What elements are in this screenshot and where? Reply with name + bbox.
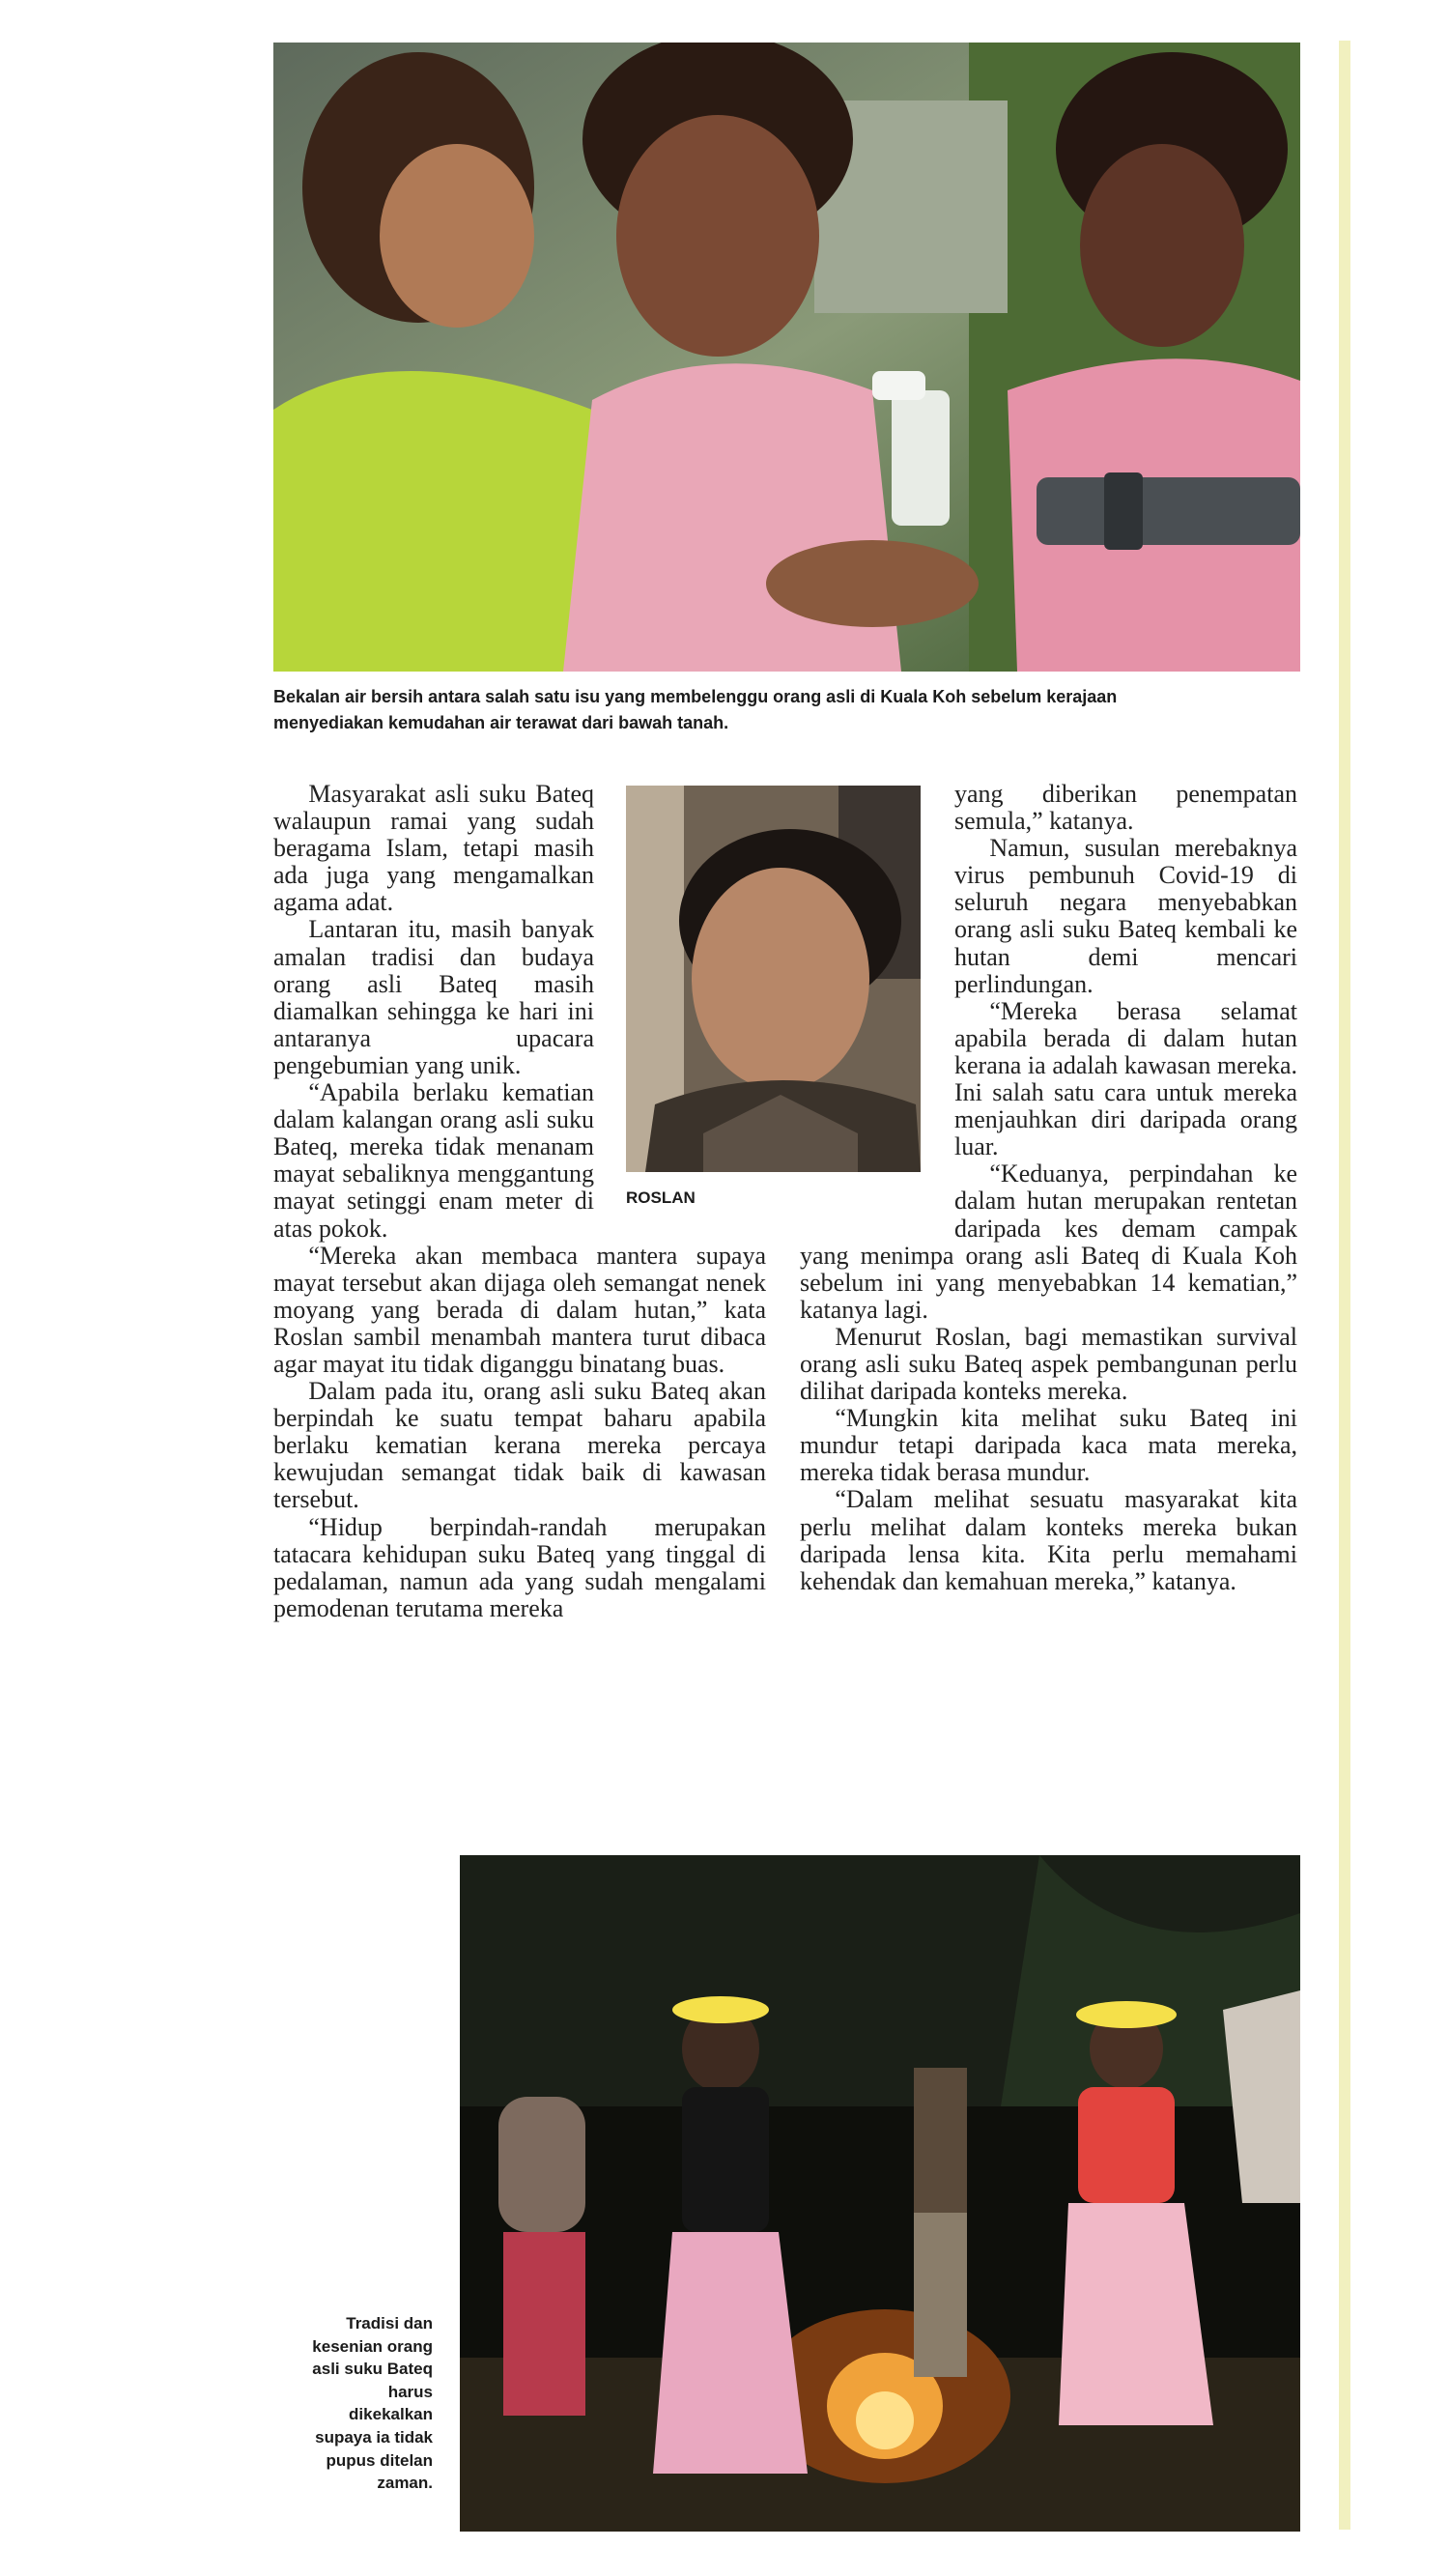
- paragraph: “Keduanya, perpindahan ke dalam hutan merupakan rentetan daripada kes demam campak yang menimpa orang asli Bateq di Kuala Koh sebelum ini yang menyebabkan 14 kematian,” katanya lagi.: [800, 1159, 1297, 1324]
- paragraph: “Mereka akan membaca mantera supaya mayat tersebut akan dijaga oleh semangat nenek moyang yang berada di dalam hutan,” kata Roslan sambil menambah mantera turut dibaca agar mayat itu tidak diganggu binatang buas.: [273, 1241, 766, 1378]
- paragraph: “Mungkin kita melihat suku Bateq ini mundur tetapi daripada kaca mata mereka, mereka tidak berasa mundur.: [800, 1404, 1297, 1487]
- top-photo-caption: Bekalan air bersih antara salah satu isu yang membelenggu orang asli di Kuala Koh sebelum kerajaan menyediakan kemudahan air terawat dari bawah tanah.: [273, 687, 1118, 732]
- bottom-photo: [460, 1855, 1300, 2532]
- paragraph: “Hidup berpindah-randah merupakan tatacara kehidupan suku Bateq yang tinggal di pedalaman, namun ada yang sudah mengalami pemodenan terutama mereka: [273, 1512, 766, 1622]
- portrait-caption: ROSLAN: [626, 1188, 696, 1207]
- bottom-photo-caption: Tradisi dan kesenian orang asli suku Bateq harus dikekalkan supaya ia tidak pupus ditelan zaman.: [312, 2314, 433, 2493]
- page-edge-bar: [1339, 41, 1350, 2530]
- paragraph: Namun, susulan merebaknya virus pembunuh Covid-19 di seluruh negara menyebabkan orang asli suku Bateq kembali ke hutan demi mencari perlindungan.: [954, 834, 1297, 998]
- paragraph: Masyarakat asli suku Bateq walaupun ramai yang sudah beragama Islam, tetapi masih ada juga yang mengamalkan agama adat.: [273, 780, 594, 917]
- article-column-1: [273, 781, 766, 1622]
- portrait-wrap-space: [800, 781, 954, 1216]
- paragraph: “Apabila berlaku kematian dalam kalangan orang asli suku Bateq, mereka tidak menanam mayat sebaliknya menggantung mayat setinggi enam meter di atas pokok.: [273, 1078, 594, 1243]
- paragraph: “Dalam melihat sesuatu masyarakat kita perlu melihat dalam konteks mereka bukan daripada lensa kita. Kita perlu memahami kehendak dan kemahuan mereka,” katanya.: [800, 1485, 1297, 1595]
- paragraph: “Mereka berasa selamat apabila berada di dalam hutan kerana ia adalah kawasan mereka. Ini salah satu cara untuk mereka menjauhkan diri daripada orang luar.: [954, 996, 1297, 1161]
- top-photo: [273, 43, 1300, 672]
- paragraph: Dalam pada itu, orang asli suku Bateq akan berpindah ke suatu tempat baharu apabila berlaku kematian kerana mereka percaya kewujudan semangat tidak baik di kawasan tersebut.: [273, 1377, 766, 1514]
- paragraph: Menurut Roslan, bagi memastikan survival orang asli suku Bateq aspek pembangunan perlu dilihat daripada konteks mereka.: [800, 1322, 1297, 1406]
- article-column-2: [800, 781, 1297, 1595]
- paragraph: Lantaran itu, masih banyak amalan tradisi dan budaya orang asli Bateq masih diamalkan sehingga ke hari ini antaranya upacara pengebumian yang unik.: [273, 915, 594, 1079]
- paragraph: yang diberikan penempatan semula,” katanya.: [954, 780, 1297, 836]
- portrait-wrap-space: [594, 781, 766, 1235]
